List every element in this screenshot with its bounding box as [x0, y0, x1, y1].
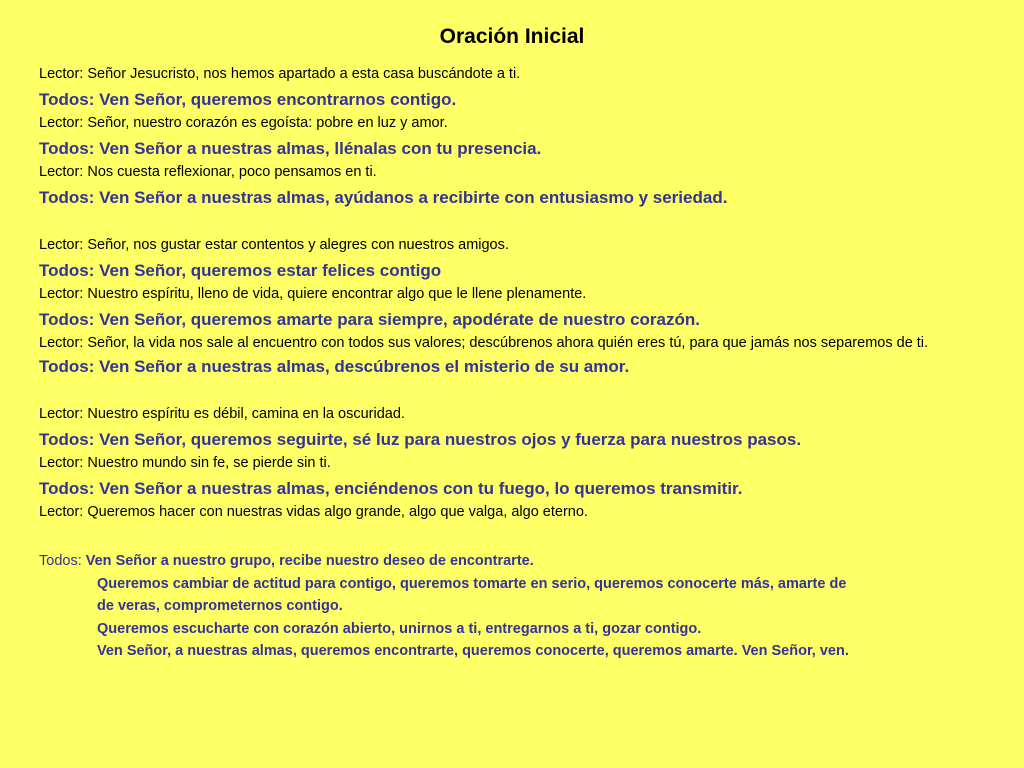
prayer-block — [39, 64, 989, 211]
spacer — [39, 211, 989, 235]
todos-line: Todos: Ven Señor, queremos encontrarnos contigo. — [39, 90, 457, 109]
closing-line: Ven Señor, a nuestras almas, queremos encontrarte, queremos conocerte, queremos amarte. Ven Señor, ven. — [97, 643, 849, 659]
prayer-block — [39, 235, 989, 380]
closing-first-line — [39, 550, 989, 573]
closing-line: Queremos cambiar de actitud para contigo, queremos tomarte en serio, queremos conocerte más, amarte de — [97, 575, 847, 592]
spacer — [39, 526, 989, 550]
lector-line: Lector: Señor, nos gustar estar contentos y alegres con nuestros amigos. — [39, 237, 509, 253]
prayer-block — [39, 404, 989, 526]
todos-line: Todos: Ven Señor a nuestras almas, enciéndenos con tu fuego, lo queremos transmitir. — [39, 479, 743, 498]
closing-line: de veras, comprometernos contigo. — [97, 598, 343, 614]
lector-line: Lector: Nuestro espíritu, lleno de vida, quiere encontrar algo que le llene plenamente. — [39, 286, 587, 302]
closing-line: Queremos escucharte con corazón abierto, unirnos a ti, entregarnos a ti, gozar contigo. — [97, 620, 702, 637]
lector-line: Lector: Señor Jesucristo, nos hemos apartado a esta casa buscándote a ti. — [39, 66, 521, 82]
lector-line: Lector: Señor, la vida nos sale al encuentro con todos sus valores; descúbrenos ahora quién eres tú, para que jamás nos separemos de ti. — [39, 335, 929, 351]
todos-line: Todos: Ven Señor a nuestras almas, descúbrenos el misterio de su amor. — [39, 357, 630, 376]
todos-line: Todos: Ven Señor a nuestras almas, llénalas con tu presencia. — [39, 139, 542, 158]
todos-line: Todos: Ven Señor, queremos estar felices contigo — [39, 261, 442, 280]
todos-line: Todos: Ven Señor, queremos amarte para siempre, apodérate de nuestro corazón. — [39, 310, 700, 329]
lector-line: Lector: Nuestro espíritu es débil, camina en la oscuridad. — [39, 406, 405, 422]
todos-line: Todos: Ven Señor, queremos seguirte, sé luz para nuestros ojos y fuerza para nuestros pasos. — [39, 430, 802, 449]
spacer — [39, 380, 989, 404]
page-title: Oración Inicial — [439, 25, 585, 48]
closing-prayer — [39, 550, 989, 663]
lector-line: Lector: Queremos hacer con nuestras vidas algo grande, algo que valga, algo eterno. — [39, 504, 588, 520]
todos-line: Todos: Ven Señor a nuestras almas, ayúdanos a recibirte con entusiasmo y seriedad. — [39, 188, 728, 207]
lector-line: Lector: Señor, nuestro corazón es egoísta: pobre en luz y amor. — [39, 115, 448, 131]
lector-line: Lector: Nuestro mundo sin fe, se pierde sin ti. — [39, 455, 331, 471]
closing-lead: Todos: — [39, 553, 86, 569]
closing-first-text: Ven Señor a nuestro grupo, recibe nuestro deseo de encontrarte. — [85, 553, 534, 569]
prayer-content — [39, 64, 989, 663]
lector-line: Lector: Nos cuesta reflexionar, poco pensamos en ti. — [39, 164, 377, 180]
